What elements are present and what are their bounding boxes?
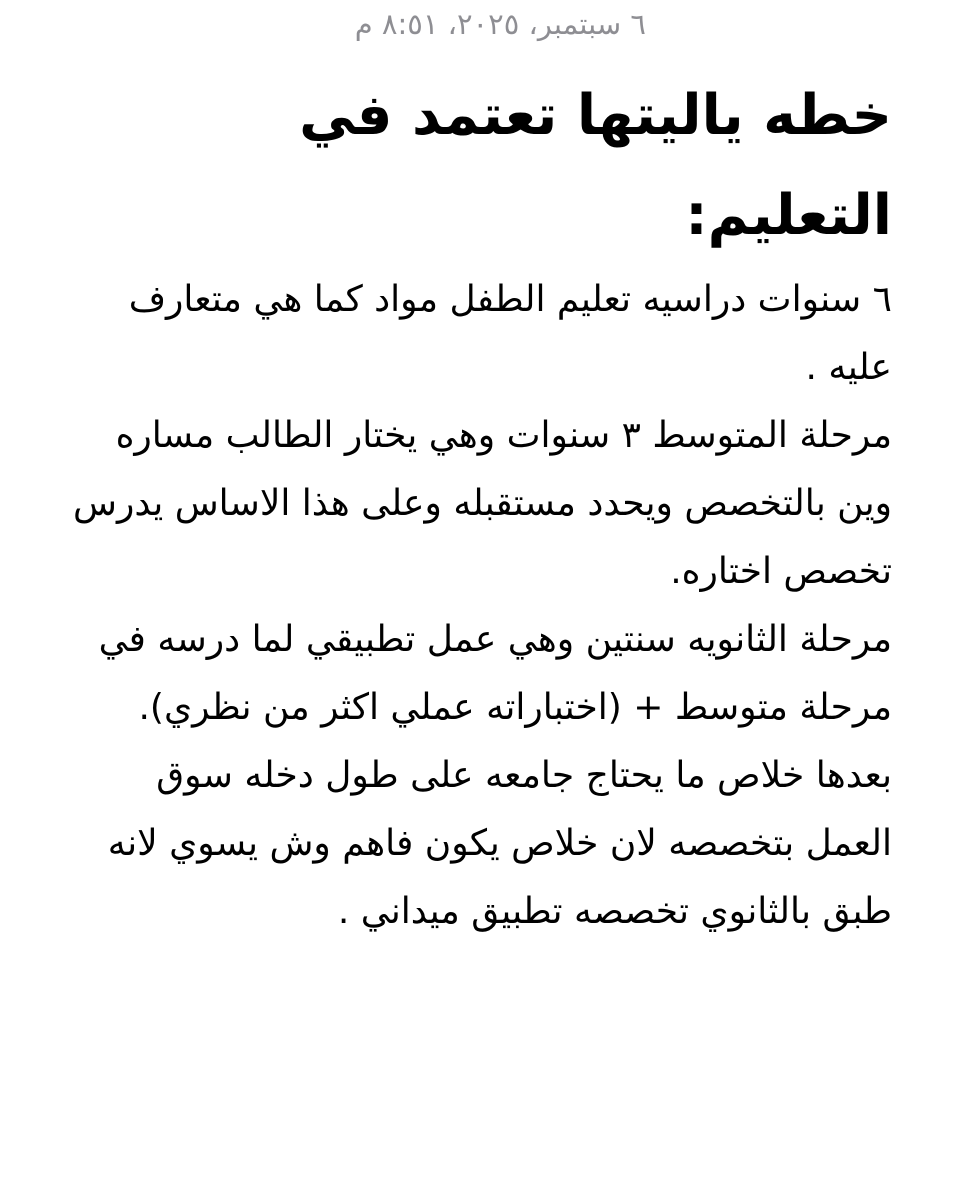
note-paragraph: بعدها خلاص ما يحتاج جامعه على طول دخله سوق العمل بتخصصه لان خلاص يكون فاهم وش يسوي لانه طبق بالثانوي تخصصه تطبيق ميداني . — [107, 755, 892, 932]
note-title: خطه ياليتها تعتمد في التعليم: — [299, 83, 892, 248]
note-paragraph: مرحلة المتوسط ٣ سنوات وهي يختار الطالب مساره وين بالتخصص ويحدد مستقبله وعلى هذا الاساس يدرس تخصص اختاره. — [73, 415, 892, 592]
note-body[interactable] — [68, 266, 892, 946]
note-paragraph: مرحلة الثانويه سنتين وهي عمل تطبيقي لما درسه في مرحلة متوسط + (اختباراته عملي اكثر من نظري). — [98, 619, 892, 728]
note-timestamp: ٦ سبتمبر، ٢٠٢٥، ٨:٥١ م — [354, 7, 646, 41]
note-paragraph: ٦ سنوات دراسيه تعليم الطفل مواد كما هي متعارف عليه . — [128, 279, 892, 388]
